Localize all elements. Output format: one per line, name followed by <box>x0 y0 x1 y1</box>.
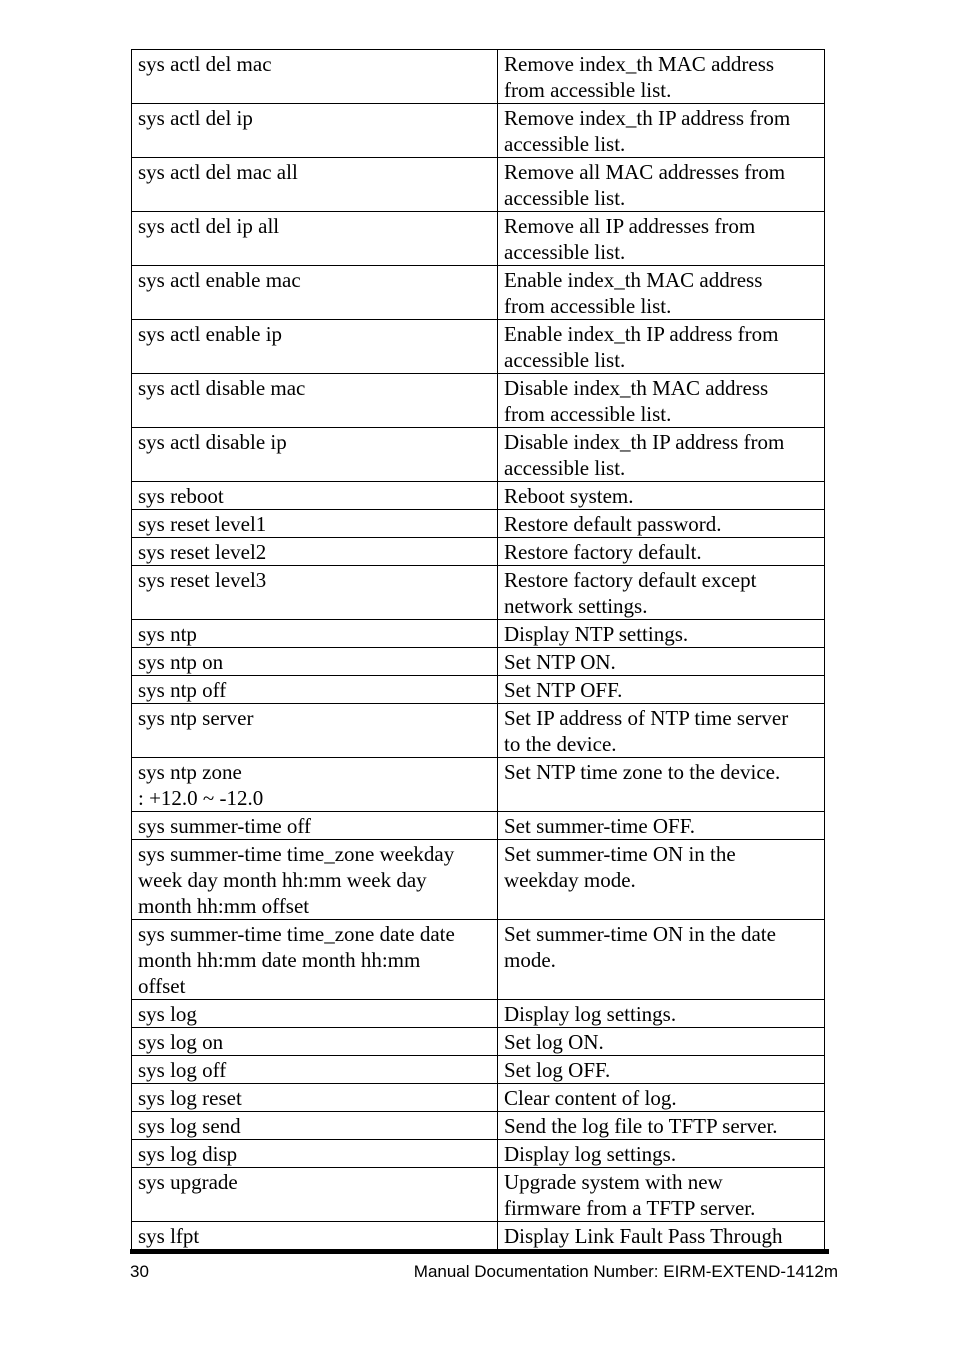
description-cell: Restore factory default except network settings. <box>498 566 825 620</box>
description-cell: Disable index_th MAC address from accessible list. <box>498 374 825 428</box>
description-cell: Set NTP ON. <box>498 648 825 676</box>
command-cell: sys log disp <box>132 1140 498 1168</box>
command-cell: sys log <box>132 1000 498 1028</box>
command-cell: sys actl del ip all <box>132 212 498 266</box>
table-row <box>132 374 825 428</box>
table-row <box>132 620 825 648</box>
description-cell: Restore default password. <box>498 510 825 538</box>
table-row <box>132 212 825 266</box>
command-cell: sys reset level3 <box>132 566 498 620</box>
table-row <box>132 920 825 1000</box>
table-row <box>132 1222 825 1250</box>
command-cell: sys log off <box>132 1056 498 1084</box>
description-cell: Restore factory default. <box>498 538 825 566</box>
description-cell: Display Link Fault Pass Through <box>498 1222 825 1250</box>
command-table-body <box>132 50 825 1250</box>
description-cell: Display log settings. <box>498 1000 825 1028</box>
command-cell: sys ntp zone : +12.0 ~ -12.0 <box>132 758 498 812</box>
table-row <box>132 1056 825 1084</box>
description-cell: Send the log file to TFTP server. <box>498 1112 825 1140</box>
command-cell: sys actl del mac all <box>132 158 498 212</box>
table-row <box>132 704 825 758</box>
table-row <box>132 1028 825 1056</box>
description-cell: Reboot system. <box>498 482 825 510</box>
description-cell: Set summer-time ON in the date mode. <box>498 920 825 1000</box>
description-cell: Remove all MAC addresses from accessible list. <box>498 158 825 212</box>
table-row <box>132 510 825 538</box>
table-row <box>132 758 825 812</box>
table-row <box>132 648 825 676</box>
description-cell: Remove all IP addresses from accessible list. <box>498 212 825 266</box>
description-cell: Set NTP OFF. <box>498 676 825 704</box>
description-cell: Display NTP settings. <box>498 620 825 648</box>
table-row <box>132 1112 825 1140</box>
table-row <box>132 50 825 104</box>
command-cell: sys actl disable mac <box>132 374 498 428</box>
command-cell: sys ntp server <box>132 704 498 758</box>
table-row <box>132 1000 825 1028</box>
description-cell: Set summer-time OFF. <box>498 812 825 840</box>
command-table <box>131 49 825 1250</box>
footer-rule <box>130 1249 829 1254</box>
table-row <box>132 1140 825 1168</box>
command-cell: sys ntp <box>132 620 498 648</box>
command-cell: sys reboot <box>132 482 498 510</box>
command-cell: sys actl del mac <box>132 50 498 104</box>
command-cell: sys reset level1 <box>132 510 498 538</box>
table-row <box>132 812 825 840</box>
description-cell: Remove index_th IP address from accessible list. <box>498 104 825 158</box>
command-cell: sys actl enable mac <box>132 266 498 320</box>
table-row <box>132 1084 825 1112</box>
command-cell: sys lfpt <box>132 1222 498 1250</box>
description-cell: Set NTP time zone to the device. <box>498 758 825 812</box>
table-row <box>132 840 825 920</box>
table-row <box>132 104 825 158</box>
command-cell: sys actl disable ip <box>132 428 498 482</box>
table-row <box>132 266 825 320</box>
table-row <box>132 428 825 482</box>
command-cell: sys actl del ip <box>132 104 498 158</box>
command-cell: sys summer-time off <box>132 812 498 840</box>
description-cell: Enable index_th IP address from accessible list. <box>498 320 825 374</box>
command-cell: sys log send <box>132 1112 498 1140</box>
command-cell: sys ntp off <box>132 676 498 704</box>
description-cell: Enable index_th MAC address from accessible list. <box>498 266 825 320</box>
table-row <box>132 676 825 704</box>
doc-number: Manual Documentation Number: EIRM-EXTEND-1412m <box>413 1262 838 1281</box>
table-row <box>132 538 825 566</box>
table-row <box>132 1168 825 1222</box>
table-row <box>132 566 825 620</box>
page-number: 30 <box>130 1262 149 1281</box>
description-cell: Disable index_th IP address from accessible list. <box>498 428 825 482</box>
command-cell: sys summer-time time_zone weekday week day month hh:mm week day month hh:mm offset <box>132 840 498 920</box>
command-cell: sys actl enable ip <box>132 320 498 374</box>
command-cell: sys log on <box>132 1028 498 1056</box>
description-cell: Display log settings. <box>498 1140 825 1168</box>
description-cell: Set IP address of NTP time server to the device. <box>498 704 825 758</box>
description-cell: Upgrade system with new firmware from a TFTP server. <box>498 1168 825 1222</box>
description-cell: Set summer-time ON in the weekday mode. <box>498 840 825 920</box>
command-cell: sys upgrade <box>132 1168 498 1222</box>
description-cell: Clear content of log. <box>498 1084 825 1112</box>
command-cell: sys summer-time time_zone date date month hh:mm date month hh:mm offset <box>132 920 498 1000</box>
table-row <box>132 158 825 212</box>
table-row <box>132 482 825 510</box>
table-row <box>132 320 825 374</box>
description-cell: Set log OFF. <box>498 1056 825 1084</box>
command-cell: sys reset level2 <box>132 538 498 566</box>
description-cell: Remove index_th MAC address from accessible list. <box>498 50 825 104</box>
command-cell: sys ntp on <box>132 648 498 676</box>
command-cell: sys log reset <box>132 1084 498 1112</box>
description-cell: Set log ON. <box>498 1028 825 1056</box>
